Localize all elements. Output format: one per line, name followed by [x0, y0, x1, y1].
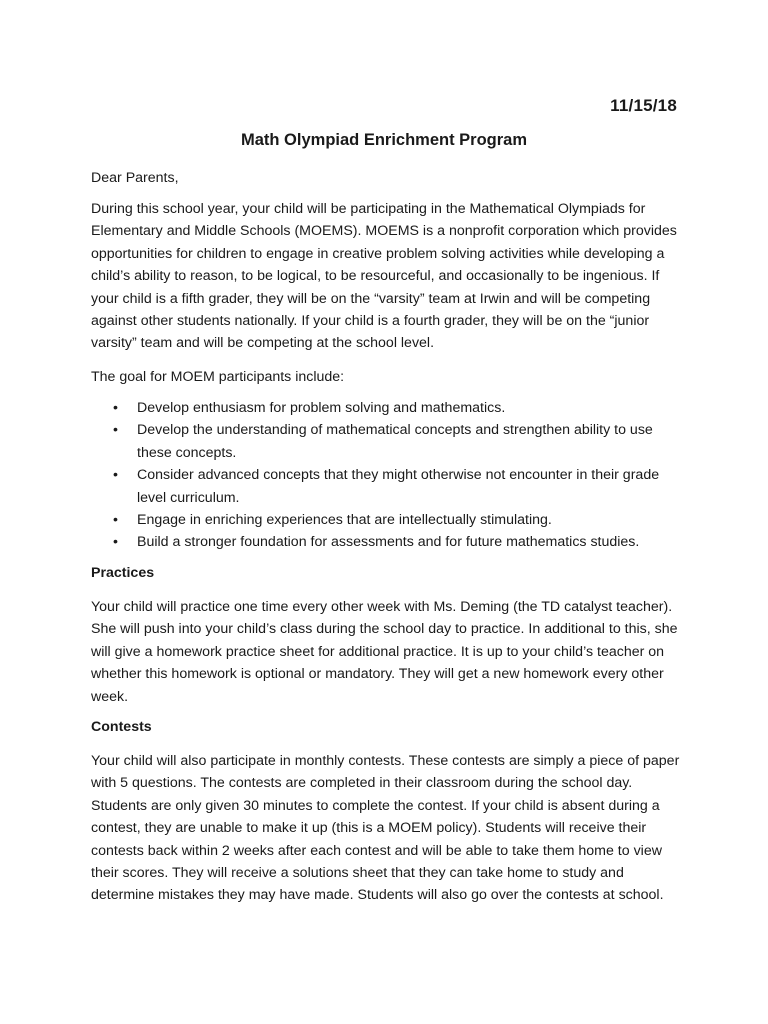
salutation-text: Dear Parents, — [91, 170, 179, 186]
bullet-icon: • — [113, 534, 118, 551]
contests-heading: Contests — [91, 719, 152, 735]
practices-heading: Practices — [91, 565, 155, 581]
goal-text: Develop enthusiasm for problem solving and mathematics. — [137, 400, 506, 416]
goals-list — [91, 397, 687, 554]
goal-text: Consider advanced concepts that they might otherwise not encounter in their grade level curriculum. — [137, 467, 660, 506]
contests-text: Your child will also participate in monthly contests. These contests are simply a piece of paper with 5 questions. The contests are completed in their classroom during the school day. Students are only given 30 minutes to complete the contest. If your child is absent during a contest, they are unable to make it up (this is a MOEM policy). Students will receive their contests back within 2 weeks after each contest and will be able to take them home to view their scores. They will receive a solutions sheet that they can take home to study and determine mistakes they may have made. Students will also go over the contests at school. — [91, 753, 680, 904]
practices-text: Your child will practice one time every other week with Ms. Deming (the TD catalyst teacher). She will push into your child’s class during the school day to practice. In additional to this, she will give a homework practice sheet for additional practice. It is up to your child’s teacher on whether this homework is optional or mandatory. They will get a new homework every other week. — [91, 599, 678, 705]
bullet-icon: • — [113, 467, 118, 484]
bullet-icon: • — [113, 400, 118, 416]
goal-text: Develop the understanding of mathematical concepts and strengthen ability to use these concepts. — [137, 422, 653, 461]
goal-intro-text: The goal for MOEM participants include: — [91, 369, 345, 385]
goal-text: Engage in enriching experiences that are intellectually stimulating. — [137, 512, 552, 529]
letter-date: 11/15/18 — [610, 96, 677, 115]
intro-text: During this school year, your child will be participating in the Mathematical Olympiads for Elementary and Middle Schools (MOEMS). MOEMS is a nonprofit corporation which provides opportunities for children to engage in creative problem solving activities while developing a child’s ability to reason, to be logical, to be resourceful, and occasionally to be ingenious. If your child is a fifth grader, they will be on the “varsity” team at Irwin and will be competing against other students nationally. If your child is a fourth grader, they will be on the “junior varsity” team and will be competing at the school level. — [91, 201, 677, 352]
list-item — [91, 397, 687, 419]
list-item — [91, 509, 687, 531]
practices-paragraph — [91, 596, 687, 708]
list-item — [91, 419, 687, 464]
bullet-icon: • — [113, 422, 118, 439]
list-item — [91, 464, 687, 509]
salutation — [91, 167, 687, 189]
goal-intro — [91, 366, 687, 388]
list-item — [91, 531, 687, 553]
contests-paragraph — [91, 750, 687, 907]
intro-paragraph — [91, 198, 687, 355]
bullet-icon: • — [113, 512, 118, 529]
letter-title: Math Olympiad Enrichment Program — [240, 131, 528, 149]
goal-text: Build a stronger foundation for assessments and for future mathematics studies. — [137, 534, 640, 551]
